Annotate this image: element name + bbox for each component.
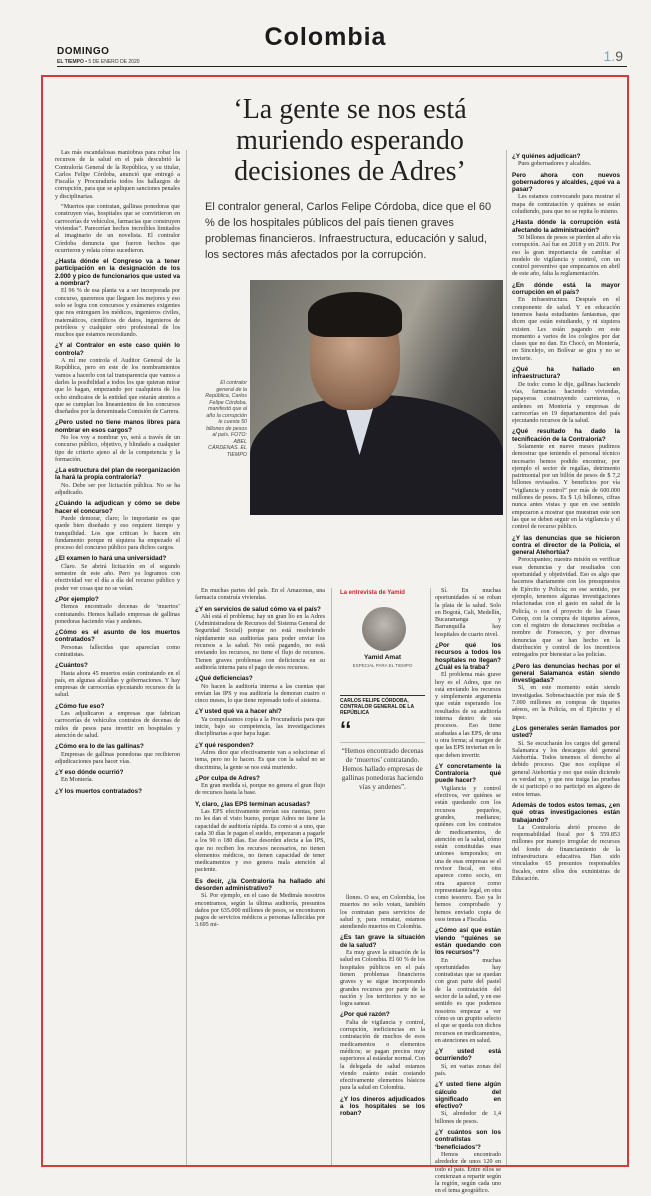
paragraph: En Montería. xyxy=(61,777,94,784)
deck: El contralor general, Carlos Felipe Córdoba, dice que el 60 % de los hospitales públicos del país tienen graves problemas financieros. Infraestructura, educación y salud, los sectores más afectados por la corrupción. xyxy=(205,201,492,261)
column-divider xyxy=(430,588,431,1165)
day-label: DOMINGO xyxy=(57,46,110,57)
question: ¿Y quiénes adjudican? xyxy=(512,153,581,160)
question: ¿Y usted tiene algún cálculo del significado en efectivo? xyxy=(435,1081,501,1111)
column-divider xyxy=(506,150,507,1165)
column-3 xyxy=(340,895,425,1165)
paragraph: No los voy a nombrar yo, será a través de un concurso público, objetivo, y blindado a cualquier tipo de criterio ajeno al de la competencia y la formación. xyxy=(55,434,180,463)
paragraph: La Contraloría abrió proceso de responsabilidad fiscal por $ 559.853 millones por manejo irregular de recursos del fondo de financiamiento de la infraestructura educativa. Han sido vinculados 65 presuntos responsables fiscales, entre ellos dos exministras de Educación. xyxy=(512,824,620,882)
paragraph: Les estamos convocando para mostrar el mapa de contratación y quiénes se están coludiendo, para que no se repita lo mismo. xyxy=(512,194,620,216)
question: ¿Y usted está ocurriendo? xyxy=(435,1048,501,1063)
paragraph: El 96 % de esa planta va a ser incorporada por concurso, queremos que lleguen los mejores y eso solo se logra con concursos y exámenes exigentes que nos entreguen los médicos, ingenieros civiles, matemáticos, científicos de datos, ingenieros de petróleos y cualquier otro profesional de los muchos que estamos necesitando. xyxy=(55,288,180,339)
date: 5 DE ENERO DE 2020 xyxy=(88,59,140,65)
question: ¿Qué resultado ha dado la tecnificación de la Contraloría? xyxy=(512,428,620,443)
question: ¿Pero las denuncias hechas por el general Salamanca están siendo investigadas? xyxy=(512,662,620,685)
paragraph: A mí me controla el Auditor General de la República, pero en este de los nombramientos vamos a hacerlo con tal transparencia que vamos a darles la posibilidad a todos los que quieran mirar que lo hagan, empezando por cualquiera de los ocho sindicatos de la entidad que estarán atentos a que se cumplan los lineamientos de los concursos diseñados por la denominada Comisión de Carrera. xyxy=(55,358,180,416)
paragraph: Hemos encontrado alrededor de unos 120 en todo el país. Entre ellos se comienzan a repartir según la región, según cada uno en el tema geográfico. xyxy=(435,1151,501,1195)
quote-mark-icon: ‘‘ xyxy=(340,717,352,742)
paragraph: Sí, en varias zonas del país. xyxy=(435,1063,501,1077)
paragraph: “Muertos que contratan, gallinas ponedoras que construyen vías, hospitales que se convirtieron en carrocerías de vehículos, farmacias que construyen viviendas”. Parecerían hechos increíbles limitados al imaginario de un novelista. El contralor Córdoba denuncia que fueron hechos que ocurrieron y relata cómo sucedieron. xyxy=(55,204,180,254)
question: ¿Por ejemplo? xyxy=(55,595,99,603)
question: ¿Cómo fue eso? xyxy=(55,702,105,710)
paragraph: No hacen la auditoría interna a las cuentas que envían las IPS y esa auditoría la demoran cuatro o cinco meses, lo que tiene represado todo el sistema. xyxy=(195,683,325,705)
paragraph: llones. O sea, en Colombia, los muertos no solo votan, también los contratan para servicios de salud y, para rematar, estamos atendiendo muertos en Colombia. xyxy=(340,895,425,931)
quote-attribution: CARLOS FELIPE CÓRDOBA, CONTRALOR GENERAL DE LA REPÚBLICA xyxy=(340,695,425,716)
paragraph: Puede demorar, claro; lo importante es que quede bien diseñado y eso requiere tiempo y tranquilidad. Los que critican lo hacen sin fundamento porque ni siquiera ha empezado el proceso del concurso público para dichos cargos. xyxy=(55,515,180,552)
question: ¿Y los dineros adjudicados a los hospitales se los roban? xyxy=(340,1095,425,1118)
question: ¿Cuándo la adjudican y cómo se debe hacer el concurso? xyxy=(55,500,180,515)
paragraph: El problema más grave hoy es el Adres, que no está enviando los recursos y simplemente argumenta que están esperando los resultados de su auditoría interna dentro de sus procesos. Eso tiene acabadas a las EPS, de una u otra forma; al margen de que las EPS inviertan en lo que deben invertir. xyxy=(435,672,501,759)
paragraph: 50 billones de pesos se pierden al año vía corrupción. Así fue en 2018 y en 2019. Por eso la gran importancia de cambiar el modelo de vigilancia y control, con un control preventivo que empezamos en abril de este año, falta la reglamentación. xyxy=(512,234,620,278)
question: ¿La estructura del plan de reorganización la hará la propia contraloría? xyxy=(55,467,180,482)
column-5 xyxy=(512,150,620,1165)
page-number: 1.9 xyxy=(603,48,623,64)
masthead xyxy=(0,0,651,75)
question: ¿Qué ha hallado en infraestructura? xyxy=(512,366,620,381)
paragraph: Sí. Por ejemplo, en el caso de Medimás nosotros encontramos, según la última auditoría, presuntos daños por 635.000 millones de pesos, se encontraron pagos de servicios médicos a personas fallecidas por 3.695 mi- xyxy=(195,893,325,929)
paragraph: Las más escandalosas maniobras para robar los recursos de la salud en el país descubrió la Contraloría General de la República, y su titular, Carlos Felipe Córdoba, anunció que entregó a Fiscalía y Procuraduría todos los hallazgos de corrupción, para que se apliquen sanciones penales y disciplinarias. xyxy=(55,150,180,200)
paragraph: Hasta ahora 45 muertos están contratando en el país, en algunas alcaldías y gobernaciones. Y hay empresas de carrocerías ejecutando recursos de la salud. xyxy=(55,670,180,699)
question: ¿Hasta dónde el Congreso va a tener participación en la designación de los 2.000 y pico de funcionarios que usted va a nombrar? xyxy=(55,258,180,288)
paragraph: Personas fallecidas que aparecían como contratistas. xyxy=(55,644,180,658)
question: Es decir, ¿la Contraloría ha hallado ahí desorden administrativo? xyxy=(195,877,325,892)
question: ¿Y usted qué va a hacer ahí? xyxy=(195,708,282,716)
masthead-rule xyxy=(57,66,627,67)
question: ¿Hasta dónde la corrupción está afectando la administración? xyxy=(512,219,620,234)
question: ¿Cuántos? xyxy=(55,662,88,670)
pull-quote xyxy=(340,695,425,792)
question: ¿Y al Contralor en este caso quién lo controla? xyxy=(55,342,180,357)
paragraph: Solamente en nueve meses pudimos demostrar que teniendo el personal técnico necesario hemos podido encontrar, por ejemplo el sector de regalías, detrimento patrimonial por un billón de pesos de $ 7,2 billones revisados. Y beneficios por vía “vigilancia y control” por más de 600.000 millones de pesos. Es $ 1,6 billones, cifras nunca antes vistas y que en ese sentido empezaron a mostrar que muestran este son las que se deben seguir en la vigilancia y el control de recurso público. xyxy=(512,443,620,531)
paragraph: Claro. Se abrirá licitación en el segundo semestre de este año. Pero ya logramos con efectividad ver el día a día del recurso público y poder ver cosas que no se veían. xyxy=(55,563,180,592)
paragraph: De todo: como le dije, gallinas haciendo vías, farmacias haciendo viviendas, papayeras construyendo carreteras, o andenes en Montería y empresas de carrocerías en 19 departamentos del país ejecutando recursos de la salud. xyxy=(512,381,620,425)
photo-suit xyxy=(250,395,503,515)
question: ¿Por culpa de Adres? xyxy=(195,774,260,782)
interviewer-name: Yamid Amat xyxy=(364,654,401,661)
paragraph: Hemos encontrado decenas de ‘muertos’ contratando. Hemos hallado empresas de gallinas ponedoras haciendo vías y andenes. xyxy=(55,604,180,625)
question: ¿Y en servicios de salud cómo va el país? xyxy=(195,605,321,613)
interviewer-portrait xyxy=(362,607,406,651)
question: ¿Por qué razón? xyxy=(340,1011,390,1019)
paragraph: Preocupantes; nuestra misión es verificar esas denuncias y dar resultados con oportunidad y objetividad. Eso es algo que hacemos diariamente con los presupuestos de Ejército y Policía; en ese sentido, por ejemplo, tenemos algunas investigaciones relacionadas con el gasto en salud de la Policía, o con el proyecto de las Casas Cenop, con la compra de tiquetes aéreos, con el registro de donaciones recibidas a nombre de Fonsecon, y por diversas denuncias que se han hecho en la distribución y control de los incentivos entregados por bienestar a las policías. xyxy=(512,557,620,659)
column-2 xyxy=(195,588,325,1165)
column-divider xyxy=(186,150,187,1165)
question: ¿Y los muertos contratados? xyxy=(55,787,143,795)
paragraph: En gran medida sí, porque no genera el gran flujo de recursos hasta la base. xyxy=(195,783,325,797)
paragraph: Sí. Se escucharán los cargos del general Salamanca y los descargos del general Atehortúa. Todos tenemos el derecho al debido proceso. Que nos explique el general Atehortúa y eso que están diciendo es verdad no, y que nos traiga las pruebas de si participó o no participó en alguno de estos temas. xyxy=(512,740,620,798)
question: ¿Y concretamente la Contraloría qué puede hacer? xyxy=(435,762,501,785)
section-title: Colombia xyxy=(264,23,387,51)
paragraph: En muchas oportunidades hay contratistas que se quedan con gran parte del pastel de la contratación del sector de la salud, y en ese sentido es que podemos nosotros empezar a ver cómo es un grupito selecto el que se queda con dichos recursos en medicamentos, en atenciones en salud. xyxy=(435,957,501,1044)
paragraph: En muchas partes del país. En el Amazonas, una farmacia construía viviendas. xyxy=(195,588,325,602)
question: ¿Y las denuncias que se hicieron contra el director de la Policía, el general Atehortúa? xyxy=(512,534,620,557)
question: Pero ahora con nuevos gobernadores y alcaldes, ¿qué va a pasar? xyxy=(512,171,620,194)
paragraph: Falta de vigilancia y control, corrupción, ineficiencias en la contratación de muchos de esos medicamentos o elementos médicos; se pagan precios muy superiores al estándar normal. Con la delegada de salud estamos viendo cuánto están costando efectivamente elementos básicos para la salud en Colombia. xyxy=(340,1019,425,1092)
question: ¿Pero usted no tiene manos libres para nombrar en esos cargos? xyxy=(55,419,180,434)
paragraph: Adres dice que efectivamente van a solucionar el tema, pero no lo hacen. Es que con la salud no se discrimina, la gente se nos está muriendo. xyxy=(195,749,325,771)
question: Además de todos estos temas, ¿en qué otras investigaciones están trabajando? xyxy=(512,801,620,824)
paragraph: Es muy grave la situación de la salud en Colombia. El 60 % de los hospitales públicos en el país tienen problemas financieros graves y se sigue incorporando grandes recursos por parte de la nación y los territorios y no se logra sanear. xyxy=(340,950,425,1008)
paragraph: Sí. En muchas oportunidades sí se roban la plata de la salud. Solo en Bogotá, Cali, Medellín, Bucaramanga y Barranquilla hay hospitales de cuarto nivel. xyxy=(435,588,501,638)
question: ¿Es tan grave la situación de la salud? xyxy=(340,934,425,949)
question: ¿El examen lo hará una universidad? xyxy=(55,555,167,563)
paragraph: En infraestructura. Después en el componente de salud. Y en educación tenemos hasta estudiantes fantasmas, que dicen que están estudiando, y ni siquiera existen. Les están pagando en este momento a varios de los colegios por dar clases que no dan. En Chocó, en Montería, en Sincelejo, en Bolívar se gira y no se invierte. xyxy=(512,297,620,362)
question: ¿Cómo es el asunto de los muertos contratados? xyxy=(55,629,180,644)
question: ¿Y qué responden? xyxy=(195,741,254,749)
brand: EL TIEMPO xyxy=(57,59,84,65)
paragraph: No. Debe ser por licitación pública. No se ha adjudicado. xyxy=(55,482,180,497)
interview-badge xyxy=(340,590,425,680)
date-line: EL TIEMPO • 5 DE ENERO DE 2020 xyxy=(57,59,140,65)
paragraph: Pues gobernadores y alcaldes. xyxy=(518,161,592,168)
question: ¿Qué deficiencias? xyxy=(195,675,253,683)
paragraph: Las EPS efectivamente envían sus cuentas, pero no les dan el visto bueno, porque Adres no tiene la capacidad de auditoría rápida. Es como si a uno, que cada 30 días le pagan el sueldo, empezaran a pagarle a los 90 o 180 días. Ese desorden afecta a las IPS, que no reciben los recursos necesarios, no tienen elementos médicos, no tienen capacidad de tener medicamentos y eso genera mala atención al paciente. xyxy=(195,809,325,874)
question: ¿Por qué los recursos a todos los hospitales no llegan? ¿Cuál es la traba? xyxy=(435,642,501,671)
interview-tag: La entrevista de Yamid xyxy=(340,590,405,596)
paragraph: Empresas de gallinas ponedoras que recibieron adjudicaciones para hacer vías. xyxy=(55,751,180,765)
photo-caption: El contralor general de la República, Carlos Felipe Córdoba, manifestó que al año la corrupción le cuesta 50 billones de pesos al país. FOTO: ABEL CÁRDENAS. EL TIEMPO xyxy=(205,380,247,458)
quote-text: “Hemos encontrado decenas de ‘muertos’ contratando. Hemos hallado empresas de gallinas ponedoras haciendo vías y andenes”. xyxy=(340,742,425,792)
question: ¿En dónde está la mayor corrupción en el país? xyxy=(512,281,620,297)
paragraph: Vigilancia y control efectivos, ver quiénes se están quedando con los recursos pequeños, grandes, medianos; quiénes con los contratos de medicamentos, de atención en la salud, cómo están constituidas esas uniones temporales; en una de esas empresas se el revisor fiscal, en otra aparece como socio, en otra aparece como representante legal, en otra como tesorero. Eso ya lo hemos comprobado y hemos enviado copia de esos temas a Fiscalía. xyxy=(435,785,501,924)
column-1 xyxy=(55,150,180,1165)
paragraph: Ya compulsamos copia a la Procuraduría para que inicie, bajo su competencia, las investigaciones disciplinarias a que haya lugar. xyxy=(195,716,325,738)
question: Y, claro, ¿las EPS terminan acusadas? xyxy=(195,800,311,808)
column-divider xyxy=(331,588,332,1165)
question: ¿Y eso dónde ocurrió? xyxy=(55,769,124,777)
question: ¿Cómo así que están viendo “quiénes se están quedando con los recursos”? xyxy=(435,927,501,957)
interviewer-role: ESPECIAL PARA EL TIEMPO xyxy=(352,663,413,668)
headline: ‘La gente se nos está muriendo esperando decisiones de Adres’ xyxy=(233,94,467,187)
question: ¿Los generales serán llamados por usted? xyxy=(512,724,620,740)
paragraph: Sí, en este momento están siendo investigadas. Sobreactuación por más de $ 7.000 millones en compras de tiquetes aéreos, en la Policía, en el Ejército y el Inpec. xyxy=(512,685,620,721)
portrait-photo xyxy=(250,280,503,502)
paragraph: Sí, alrededor de 1,4 billones de pesos. xyxy=(435,1111,501,1125)
question: ¿Y cuántos son los contratistas ‘beneficiados’? xyxy=(435,1129,501,1151)
paragraph: Les adjudicaron a empresas que fabrican carrocerías de vehículos contratos de decenas de miles de pesos para invertir en hospitales y atención de salud. xyxy=(55,711,180,739)
photo-hair xyxy=(308,292,402,337)
paragraph: Ahí está el problema; hay un gran lío en la Adres (Administradora de Recursos del Sistema General de Seguridad Social) porque no está resolviendo rápidamente sus auditorías para poder enviar los recursos a la salud. No está pagando, no está enviando los recursos, no tiene el flujo de recursos. Tienen graves problemas con deficiencia en su auditoría interna para el pago de esos recursos. xyxy=(195,613,325,671)
question: ¿Cómo era lo de las gallinas? xyxy=(55,743,144,751)
column-4 xyxy=(435,588,501,1195)
